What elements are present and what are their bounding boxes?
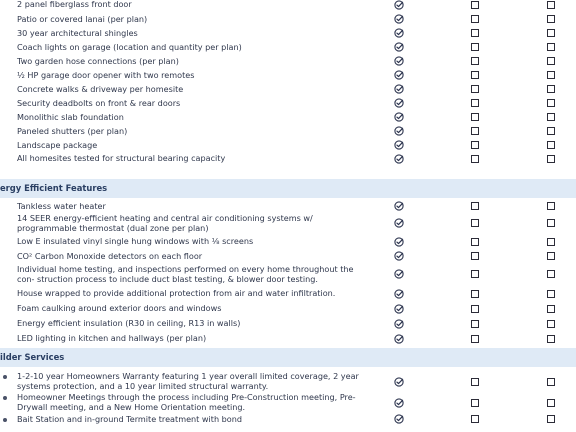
feature-label: Two garden hose connections (per plan) bbox=[17, 56, 179, 66]
empty-checkbox-icon[interactable] bbox=[547, 113, 555, 121]
check-circle-icon bbox=[394, 319, 404, 329]
empty-checkbox-icon[interactable] bbox=[547, 252, 555, 260]
empty-checkbox-icon[interactable] bbox=[471, 219, 479, 227]
empty-checkbox-icon[interactable] bbox=[471, 141, 479, 149]
check-circle-icon bbox=[394, 269, 404, 279]
empty-checkbox-icon[interactable] bbox=[471, 85, 479, 93]
empty-checkbox-icon[interactable] bbox=[471, 202, 479, 210]
feature-label: 2 panel fiberglass front door bbox=[17, 0, 132, 9]
check-circle-icon bbox=[394, 304, 404, 314]
empty-checkbox-icon[interactable] bbox=[471, 320, 479, 328]
empty-checkbox-icon[interactable] bbox=[471, 99, 479, 107]
bullet-icon bbox=[3, 396, 7, 400]
empty-checkbox-icon[interactable] bbox=[547, 15, 555, 23]
feature-label: Security deadbolts on front & rear doors bbox=[17, 98, 181, 108]
section-title: ergy Efficient Features bbox=[0, 183, 108, 193]
feature-label: ½ HP garage door opener with two remotes bbox=[17, 70, 195, 80]
section-header-builder bbox=[0, 348, 576, 367]
bullet-icon bbox=[3, 375, 7, 379]
check-circle-icon bbox=[394, 218, 404, 228]
feature-label: Landscape package bbox=[17, 140, 98, 150]
feature-label: Foam caulking around exterior doors and windows bbox=[17, 303, 222, 313]
empty-checkbox-icon[interactable] bbox=[471, 270, 479, 278]
empty-checkbox-icon[interactable] bbox=[547, 71, 555, 79]
feature-label: Coach lights on garage (location and quantity per plan) bbox=[17, 42, 242, 52]
check-circle-icon bbox=[394, 334, 404, 344]
empty-checkbox-icon[interactable] bbox=[471, 399, 479, 407]
feature-label: Low E insulated vinyl single hung windows with ⅛ screens bbox=[17, 236, 254, 246]
feature-label: House wrapped to provide additional protection from air and water infiltration. bbox=[17, 288, 336, 298]
empty-checkbox-icon[interactable] bbox=[471, 378, 479, 386]
check-circle-icon bbox=[394, 398, 404, 408]
empty-checkbox-icon[interactable] bbox=[471, 57, 479, 65]
feature-label: 14 SEER energy-efficient heating and central air conditioning systems w/ programmable thermostat (dual zone per plan) bbox=[17, 213, 313, 233]
check-circle-icon bbox=[394, 237, 404, 247]
feature-label: Tankless water heater bbox=[17, 201, 106, 211]
feature-label: All homesites tested for structural bearing capacity bbox=[17, 153, 226, 163]
empty-checkbox-icon[interactable] bbox=[471, 71, 479, 79]
check-circle-icon bbox=[394, 28, 404, 38]
empty-checkbox-icon[interactable] bbox=[547, 290, 555, 298]
check-circle-icon bbox=[394, 414, 404, 424]
empty-checkbox-icon[interactable] bbox=[471, 305, 479, 313]
empty-checkbox-icon[interactable] bbox=[471, 113, 479, 121]
empty-checkbox-icon[interactable] bbox=[547, 202, 555, 210]
check-circle-icon bbox=[394, 0, 404, 10]
check-circle-icon bbox=[394, 42, 404, 52]
bullet-icon bbox=[3, 418, 7, 422]
section-header-energy bbox=[0, 179, 576, 198]
empty-checkbox-icon[interactable] bbox=[471, 29, 479, 37]
check-circle-icon bbox=[394, 201, 404, 211]
empty-checkbox-icon[interactable] bbox=[547, 57, 555, 65]
check-circle-icon bbox=[394, 154, 404, 164]
feature-label: Paneled shutters (per plan) bbox=[17, 126, 128, 136]
feature-label: Patio or covered lanai (per plan) bbox=[17, 14, 148, 24]
empty-checkbox-icon[interactable] bbox=[547, 155, 555, 163]
empty-checkbox-icon[interactable] bbox=[471, 415, 479, 423]
check-circle-icon bbox=[394, 70, 404, 80]
empty-checkbox-icon[interactable] bbox=[547, 127, 555, 135]
empty-checkbox-icon[interactable] bbox=[547, 1, 555, 9]
feature-label: Energy efficient insulation (R30 in ceiling, R13 in walls) bbox=[17, 318, 241, 328]
empty-checkbox-icon[interactable] bbox=[547, 415, 555, 423]
feature-label: Concrete walks & driveway per homesite bbox=[17, 84, 184, 94]
empty-checkbox-icon[interactable] bbox=[471, 43, 479, 51]
feature-label: CO² Carbon Monoxide detectors on each floor bbox=[17, 251, 203, 261]
feature-label: 30 year architectural shingles bbox=[17, 28, 138, 38]
check-circle-icon bbox=[394, 377, 404, 387]
empty-checkbox-icon[interactable] bbox=[547, 43, 555, 51]
feature-label: Bait Station and in-ground Termite treatment with bond bbox=[17, 414, 243, 424]
empty-checkbox-icon[interactable] bbox=[547, 141, 555, 149]
empty-checkbox-icon[interactable] bbox=[471, 15, 479, 23]
check-circle-icon bbox=[394, 140, 404, 150]
empty-checkbox-icon[interactable] bbox=[471, 127, 479, 135]
check-circle-icon bbox=[394, 14, 404, 24]
empty-checkbox-icon[interactable] bbox=[547, 305, 555, 313]
empty-checkbox-icon[interactable] bbox=[547, 29, 555, 37]
check-circle-icon bbox=[394, 84, 404, 94]
check-circle-icon bbox=[394, 56, 404, 66]
empty-checkbox-icon[interactable] bbox=[547, 320, 555, 328]
empty-checkbox-icon[interactable] bbox=[471, 252, 479, 260]
feature-label: Monolithic slab foundation bbox=[17, 112, 124, 122]
feature-label: Homeowner Meetings through the process including Pre-Construction meeting, Pre-Drywall meeting, and a New Home Orientation meeting. bbox=[17, 392, 356, 412]
empty-checkbox-icon[interactable] bbox=[547, 238, 555, 246]
empty-checkbox-icon[interactable] bbox=[547, 378, 555, 386]
check-circle-icon bbox=[394, 289, 404, 299]
check-circle-icon bbox=[394, 251, 404, 261]
empty-checkbox-icon[interactable] bbox=[547, 99, 555, 107]
empty-checkbox-icon[interactable] bbox=[547, 85, 555, 93]
empty-checkbox-icon[interactable] bbox=[471, 1, 479, 9]
section-title: ilder Services bbox=[0, 352, 65, 362]
feature-label: LED lighting in kitchen and hallways (per plan) bbox=[17, 333, 207, 343]
check-circle-icon bbox=[394, 126, 404, 136]
empty-checkbox-icon[interactable] bbox=[471, 238, 479, 246]
empty-checkbox-icon[interactable] bbox=[547, 335, 555, 343]
empty-checkbox-icon[interactable] bbox=[471, 155, 479, 163]
empty-checkbox-icon[interactable] bbox=[547, 270, 555, 278]
empty-checkbox-icon[interactable] bbox=[547, 399, 555, 407]
check-circle-icon bbox=[394, 112, 404, 122]
empty-checkbox-icon[interactable] bbox=[471, 290, 479, 298]
check-circle-icon bbox=[394, 98, 404, 108]
feature-label: 1-2-10 year Homeowners Warranty featuring 1 year overall limited coverage, 2 year systems protection, and a 10 year limited structural warranty. bbox=[17, 371, 359, 391]
empty-checkbox-icon[interactable] bbox=[471, 335, 479, 343]
empty-checkbox-icon[interactable] bbox=[547, 219, 555, 227]
feature-label: Individual home testing, and inspections performed on every home throughout the con- struction process to include duct blast testing, & blower door testing. bbox=[17, 264, 354, 284]
